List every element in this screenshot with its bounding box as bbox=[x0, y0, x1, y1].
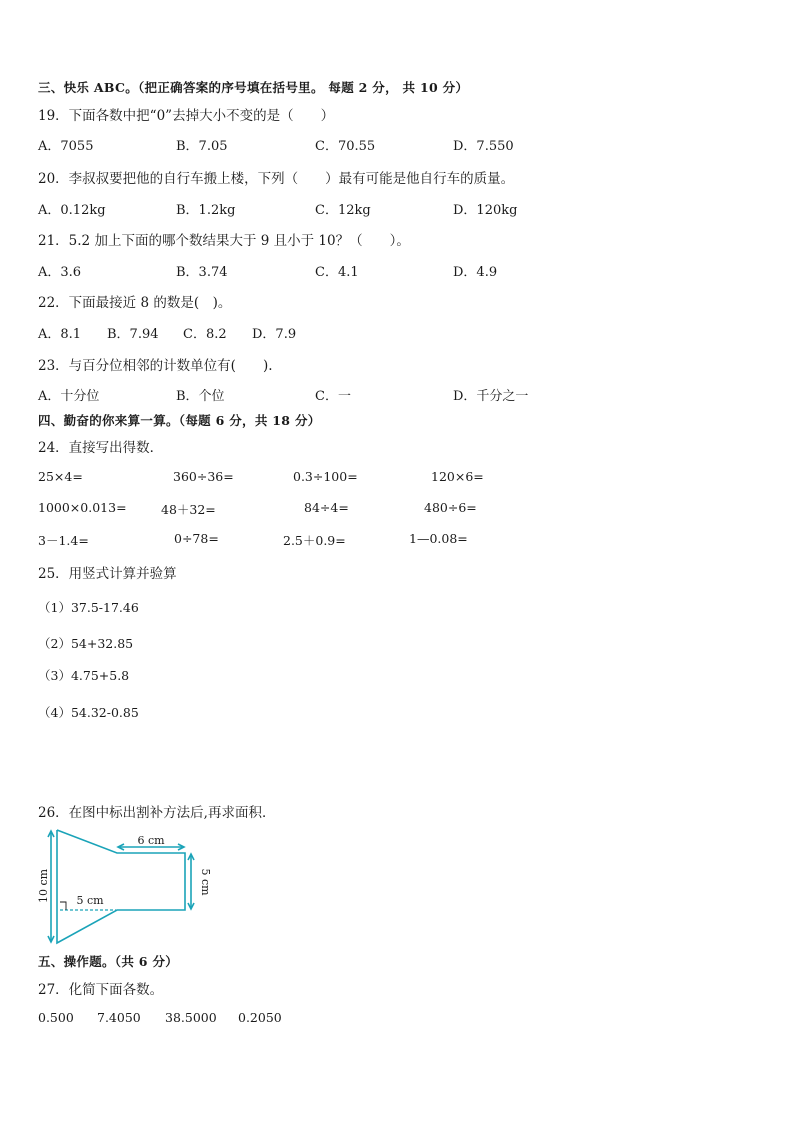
q25-item-3: （3）4.75+5.8 bbox=[38, 668, 130, 683]
label-right: 5 cm bbox=[199, 868, 212, 896]
calc-item: 3－1.4= bbox=[38, 533, 89, 548]
q22-option-a: A．8.1 bbox=[38, 327, 82, 342]
q27-value: 38.5000 bbox=[165, 1010, 217, 1025]
q21-option-a: A．3.6 bbox=[38, 265, 82, 280]
q20-option-b: B．1.2kg bbox=[176, 203, 236, 218]
question-22: 22．下面最接近 8 的数是( )。 bbox=[38, 295, 232, 311]
calc-item: 480÷6= bbox=[424, 500, 477, 515]
calc-item: 48＋32= bbox=[161, 502, 216, 517]
section-4-title: 四、勤奋的你来算一算。（每题 6 分，共 18 分） bbox=[38, 413, 321, 428]
q25-item-4: （4）54.32-0.85 bbox=[38, 705, 139, 720]
question-25: 25．用竖式计算并验算 bbox=[38, 566, 177, 582]
calc-item: 1—0.08= bbox=[409, 531, 468, 546]
question-23: 23．与百分位相邻的计数单位有( ). bbox=[38, 358, 273, 374]
q19-option-b: B．7.05 bbox=[176, 139, 228, 154]
q21-option-b: B．3.74 bbox=[176, 265, 228, 280]
q21-option-d: D．4.9 bbox=[453, 265, 498, 280]
question-27: 27．化简下面各数。 bbox=[38, 982, 164, 998]
label-mid: 5 cm bbox=[76, 894, 104, 907]
calc-item: 1000×0.013= bbox=[38, 500, 127, 515]
q23-option-a: A．十分位 bbox=[38, 389, 100, 404]
composite-shape-figure bbox=[30, 822, 220, 950]
q27-value: 0.500 bbox=[38, 1010, 74, 1025]
q20-option-c: C．12kg bbox=[315, 203, 371, 218]
calc-item: 360÷36= bbox=[173, 469, 234, 484]
calc-item: 0÷78= bbox=[174, 531, 219, 546]
q19-option-a: A．7055 bbox=[38, 139, 94, 154]
calc-item: 25×4= bbox=[38, 469, 83, 484]
q21-option-c: C．4.1 bbox=[315, 265, 359, 280]
section-3-title: 三、快乐 ABC。（把正确答案的序号填在括号里。 每题 2 分， 共 10 分） bbox=[38, 80, 469, 95]
q27-value: 7.4050 bbox=[97, 1010, 141, 1025]
q20-option-a: A．0.12kg bbox=[38, 203, 106, 218]
q19-option-d: D．7.550 bbox=[453, 139, 514, 154]
calc-item: 0.3÷100= bbox=[293, 469, 358, 484]
calc-item: 2.5＋0.9= bbox=[283, 533, 346, 548]
label-left: 10 cm bbox=[37, 868, 50, 904]
question-26: 26．在图中标出割补方法后,再求面积． bbox=[38, 805, 276, 821]
right-angle-marker bbox=[60, 902, 66, 910]
question-20: 20．李叔叔要把他的自行车搬上楼，下列（ ）最有可能是他自行车的质量。 bbox=[38, 171, 515, 187]
calc-item: 84÷4= bbox=[304, 500, 349, 515]
q22-option-d: D．7.9 bbox=[252, 327, 297, 342]
q23-option-b: B．个位 bbox=[176, 389, 225, 404]
calc-item: 120×6= bbox=[431, 469, 484, 484]
q25-item-1: （1）37.5-17.46 bbox=[38, 600, 139, 615]
q27-value: 0.2050 bbox=[238, 1010, 282, 1025]
q25-item-2: （2）54+32.85 bbox=[38, 636, 134, 651]
label-top: 6 cm bbox=[137, 834, 165, 847]
section-5-title: 五、操作题。（共 6 分） bbox=[38, 954, 179, 969]
q19-option-c: C．70.55 bbox=[315, 139, 376, 154]
question-24: 24．直接写出得数． bbox=[38, 440, 164, 456]
question-19: 19．下面各数中把“0”去掉大小不变的是（ ） bbox=[38, 108, 335, 124]
q20-option-d: D．120kg bbox=[453, 203, 518, 218]
q23-option-d: D．千分之一 bbox=[453, 389, 529, 404]
q22-option-c: C．8.2 bbox=[183, 327, 227, 342]
q22-option-b: B．7.94 bbox=[107, 327, 159, 342]
q23-option-c: C．一 bbox=[315, 389, 351, 404]
question-21: 21．5.2 加上下面的哪个数结果大于 9 且小于 10？（ ）。 bbox=[38, 233, 410, 249]
